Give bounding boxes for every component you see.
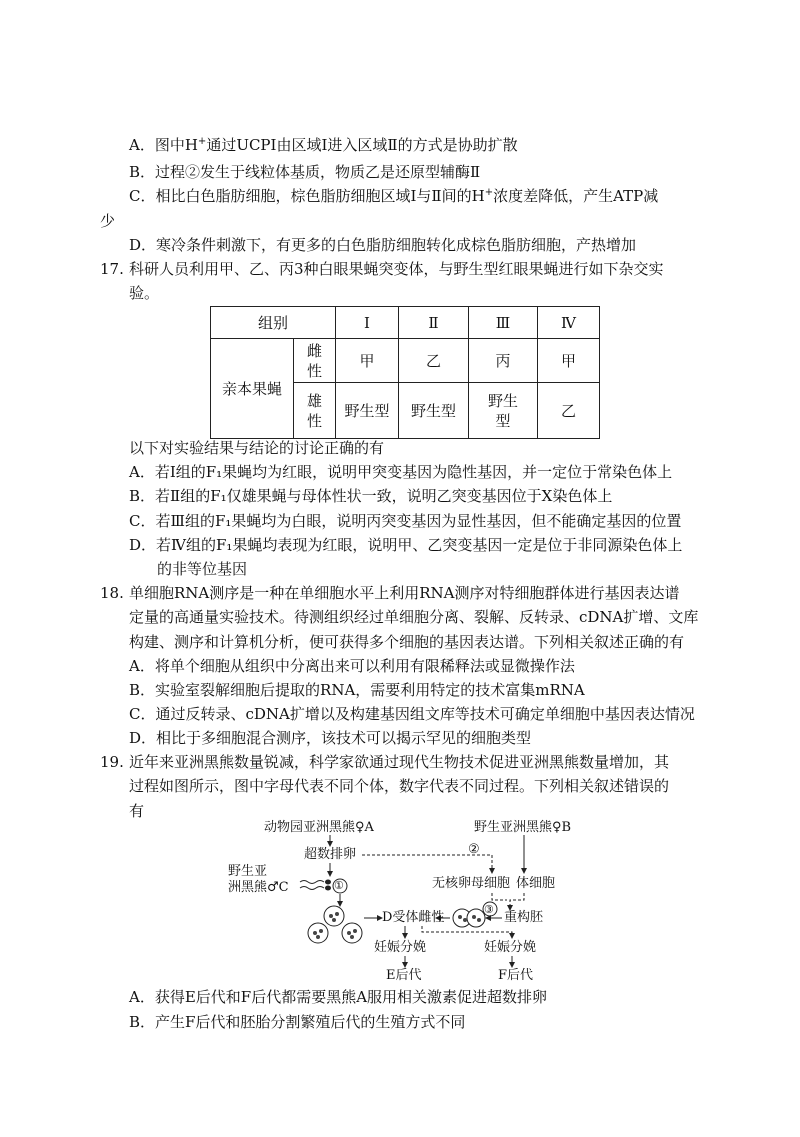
q19-option-a: A．获得E后代和F后代都需要黑熊A服用相关激素促进超数排卵 [129,988,548,1006]
table-header-group-4: Ⅳ [538,307,600,339]
diagram-enucleated-oocyte: 无核卵母细胞 [432,876,511,891]
diagram-somatic-cell: 体细胞 [516,876,556,891]
sperm-wave-icon [300,881,324,884]
q17-stem-line1: 科研人员利用甲、乙、丙3种白眼果蝇突变体，与野生型红眼果蝇进行如下杂交实 [129,260,664,278]
q18-option-a: A．将单个细胞从组织中分离出来可以利用有限稀释法或显微操作法 [129,657,575,675]
q18-option-d: D．相比于多细胞混合测序，该技术可以揭示罕见的细胞类型 [129,729,532,747]
diagram-step1: ① [334,879,344,892]
q17-number: 17. [100,260,124,278]
table-header-group-2: Ⅱ [399,307,469,339]
table-female-value-1: 甲 [336,339,399,383]
q16-option-b: B．过程②发生于线粒体基质，物质乙是还原型辅酶Ⅱ [129,163,481,181]
q19-stem-line3: 有 [129,802,145,820]
table-parent-label: 亲本果蝇 [211,339,294,439]
table-male-value-4: 乙 [538,383,600,439]
q18-option-c: C．通过反转录、cDNA扩增以及构建基因组文库等技术可确定单细胞中基因表达情况 [129,705,695,723]
diagram-offspring-f: F后代 [498,968,534,983]
q17-option-c: C．若Ⅲ组的F₁果蝇均为白眼，说明丙突变基因为显性基因，但不能确定基因的位置 [129,512,682,530]
q17-option-b: B．若Ⅱ组的F₁仅雄果蝇与母体性状一致，说明乙突变基因位于X染色体上 [129,487,613,505]
q18-stem-line1: 单细胞RNA测序是一种在单细胞水平上利用RNA测序对特细胞群体进行基因表达谱 [129,584,680,602]
q19-number: 19. [100,753,124,771]
q17-stem-line2: 验。 [129,284,160,302]
q19-stem-line1: 近年来亚洲黑熊数量锐减，科学家欲通过现代生物技术促进亚洲黑熊数量增加，其 [129,753,670,771]
q16-option-c-line2: 少 [100,212,116,230]
table-female-label: 雌 性 [294,339,336,383]
table-female-value-3: 丙 [469,339,538,383]
q17-option-d-line1: D．若Ⅳ组的F₁果蝇均表现为红眼，说明甲、乙突变基因一定是位于非同源染色体上 [129,536,683,554]
diagram-step3: ③ [484,903,494,916]
q18-stem-line3: 构建、测序和计算机分析，便可获得多个细胞的基因表达谱。下列相关叙述正确的有 [129,633,685,651]
q18-option-b: B．实验室裂解细胞后提取的RNA，需要利用特定的技术富集mRNA [129,681,585,699]
q16-option-d: D．寒冷条件刺激下，有更多的白色脂肪细胞转化成棕色脂肪细胞，产热增加 [129,236,637,254]
q18-stem-line2: 定量的高通量实验技术。待测组织经过单细胞分离、裂解、反转录、cDNA扩增、文库 [129,608,699,626]
table-header-group-3: Ⅲ [469,307,538,339]
diagram-wild-bear-c-line1: 野生亚 [228,864,268,879]
diagram-wild-bear-b: 野生亚洲黑熊♀B [474,820,572,835]
diagram-arrows [222,818,592,983]
diagram-birth-right: 妊娠分娩 [484,940,537,955]
embryo-icon [324,906,344,926]
diagram-birth-left: 妊娠分娩 [374,940,427,955]
diagram-offspring-e: E后代 [386,968,422,983]
diagram-recipient-d: D受体雌性 [382,910,445,925]
q19-option-b: B．产生F后代和胚胎分割繁殖后代的生殖方式不同 [129,1013,466,1031]
diagram-step2: ② [468,842,480,857]
table-male-label: 雄 性 [294,383,336,439]
table-male-value-2: 野生型 [399,383,469,439]
table-header-group-1: Ⅰ [336,307,399,339]
q16-option-a: A．图中H+通过UCPI由区域Ⅰ进入区域Ⅱ的方式是协助扩散 [129,136,518,154]
q17-option-d-line2: 的非等位基因 [157,560,248,578]
table-male-value-1: 野生型 [336,383,399,439]
q17-prompt: 以下对实验结果与结论的讨论正确的有 [129,439,385,457]
diagram-wild-bear-c-line2: 洲黑熊♂C [228,880,289,895]
diagram-zoo-bear-a: 动物园亚洲黑熊♀A [264,820,374,835]
q18-number: 18. [100,584,124,602]
q17-option-a: A．若Ⅰ组的F₁果蝇均为红眼，说明甲突变基因为隐性基因，并一定位于常染色体上 [129,463,673,481]
q19-stem-line2: 过程如图所示，图中字母代表不同个体，数字代表不同过程。下列相关叙述错误的 [129,777,670,795]
table-header-group: 组别 [211,307,336,339]
diagram-superovulation: 超数排卵 [304,847,357,862]
cross-experiment-table [210,306,600,439]
table-male-value-3: 野生 型 [469,383,538,439]
q16-option-c-line1: C．相比白色脂肪细胞，棕色脂肪细胞区域Ⅰ与Ⅱ间的H+浓度差降低，产生ATP减 [129,187,659,205]
table-female-value-2: 乙 [399,339,469,383]
table-female-value-4: 甲 [538,339,600,383]
diagram-reconstructed-embryo: 重构胚 [504,910,544,925]
bear-breeding-diagram [222,818,592,983]
